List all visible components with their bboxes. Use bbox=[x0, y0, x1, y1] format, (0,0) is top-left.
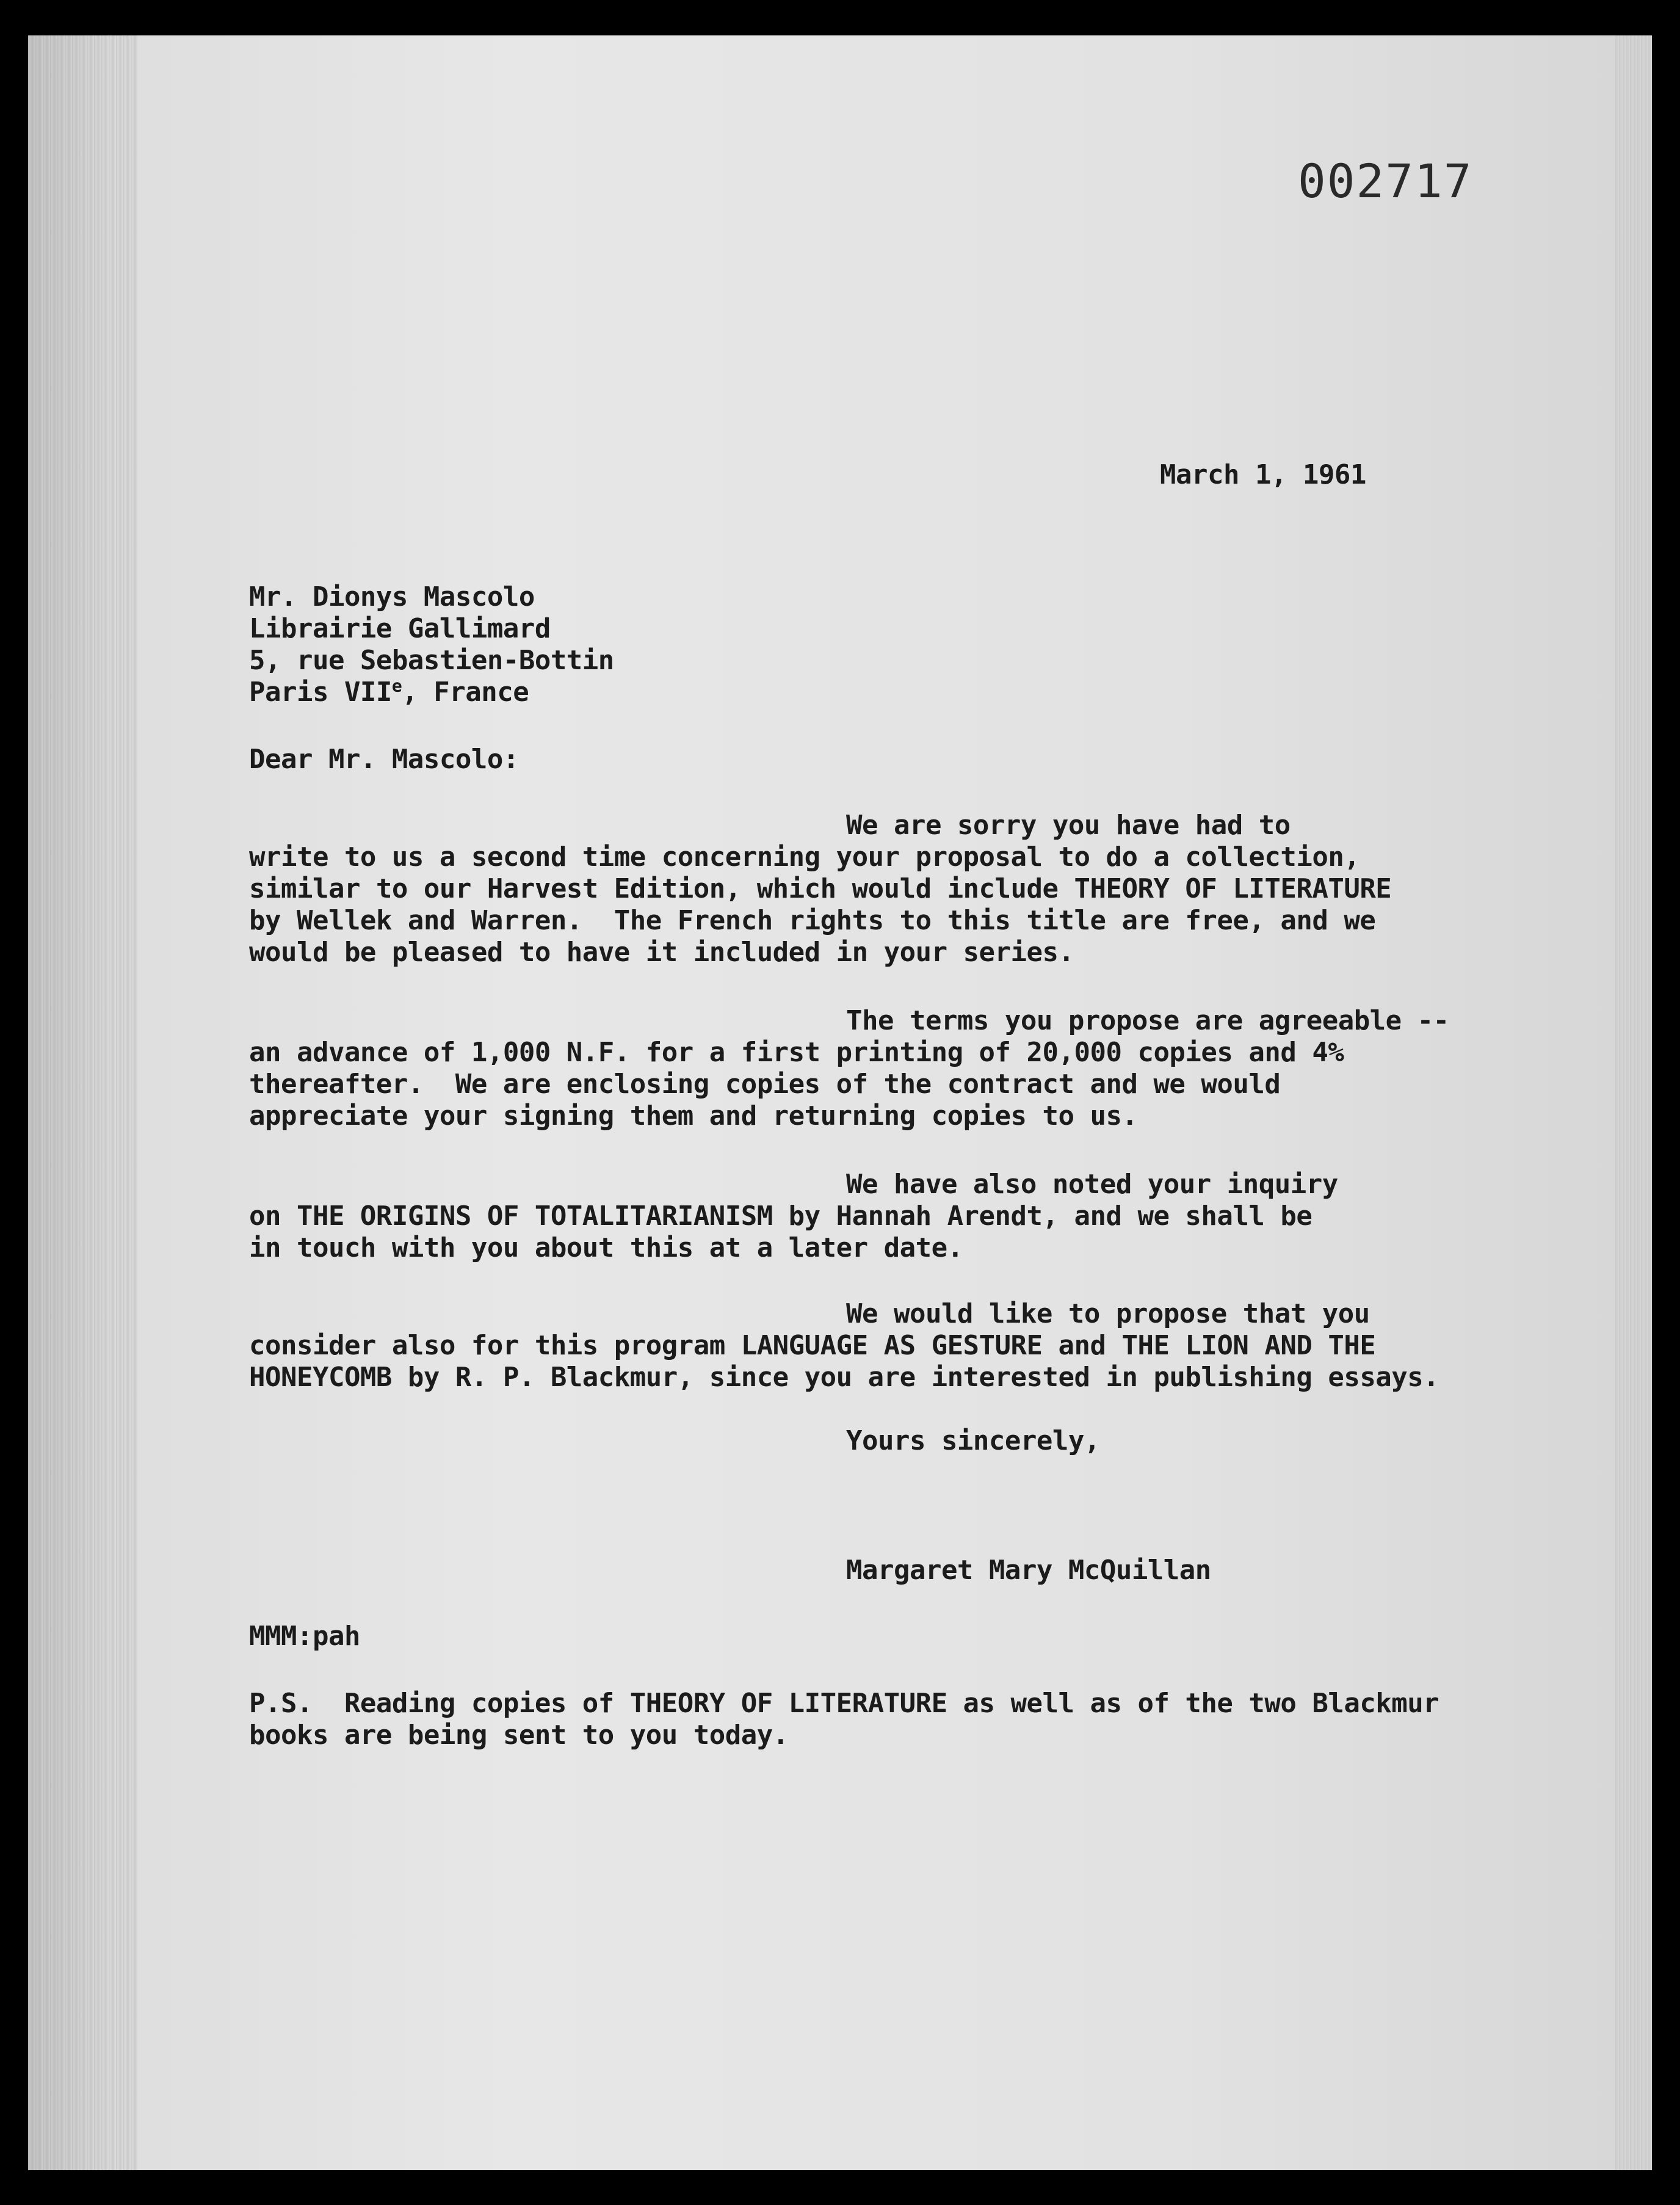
recipient-name: Mr. Dionys Mascolo bbox=[249, 581, 535, 612]
paragraph-line: appreciate your signing them and returning copies to us. bbox=[249, 1100, 1138, 1132]
paragraph-line: consider also for this program LANGUAGE AS GESTURE and THE LION AND THE bbox=[249, 1330, 1376, 1361]
signature-name: Margaret Mary McQuillan bbox=[846, 1555, 1211, 1586]
postscript-line: P.S. Reading copies of THEORY OF LITERATURE as well as of the two Blackmur bbox=[249, 1688, 1439, 1719]
paragraph-line: would be pleased to have it included in your series. bbox=[249, 937, 1074, 968]
recipient-street: 5, rue Sebastien-Bottin bbox=[249, 645, 614, 676]
paragraph-line: thereafter. We are enclosing copies of the contract and we would bbox=[249, 1069, 1281, 1100]
salutation: Dear Mr. Mascolo: bbox=[249, 744, 519, 775]
paragraph-line: HONEYCOMB by R. P. Blackmur, since you are interested in publishing essays. bbox=[249, 1362, 1439, 1393]
recipient-company: Librairie Gallimard bbox=[249, 613, 551, 644]
typist-initials: MMM:pah bbox=[249, 1621, 360, 1652]
paragraph-line: in touch with you about this at a later date. bbox=[249, 1232, 963, 1263]
letter-page bbox=[28, 35, 1652, 2170]
paragraph-line: The terms you propose are agreeable -- bbox=[846, 1005, 1449, 1036]
postscript-line: books are being sent to you today. bbox=[249, 1720, 789, 1751]
paragraph-line: similar to our Harvest Edition, which would include THEORY OF LITERATURE bbox=[249, 873, 1392, 904]
paragraph-line: an advance of 1,000 N.F. for a first printing of 20,000 copies and 4% bbox=[249, 1037, 1344, 1068]
closing: Yours sincerely, bbox=[846, 1425, 1100, 1456]
paragraph-line: on THE ORIGINS OF TOTALITARIANISM by Hannah Arendt, and we shall be bbox=[249, 1201, 1312, 1232]
paragraph-line: We have also noted your inquiry bbox=[846, 1169, 1338, 1200]
paragraph-line: write to us a second time concerning your proposal to do a collection, bbox=[249, 841, 1360, 873]
paragraph-line: by Wellek and Warren. The French rights to this title are free, and we bbox=[249, 905, 1376, 936]
letter-date: March 1, 1961 bbox=[1160, 459, 1366, 490]
document-number: 002717 bbox=[1298, 154, 1473, 208]
paragraph-line: We would like to propose that you bbox=[846, 1298, 1370, 1329]
paragraph-line: We are sorry you have had to bbox=[846, 810, 1291, 841]
scan-streaks-left bbox=[28, 35, 138, 2170]
recipient-city: Paris VIIe, France bbox=[249, 675, 529, 708]
scan-streaks-right bbox=[1615, 35, 1652, 2170]
